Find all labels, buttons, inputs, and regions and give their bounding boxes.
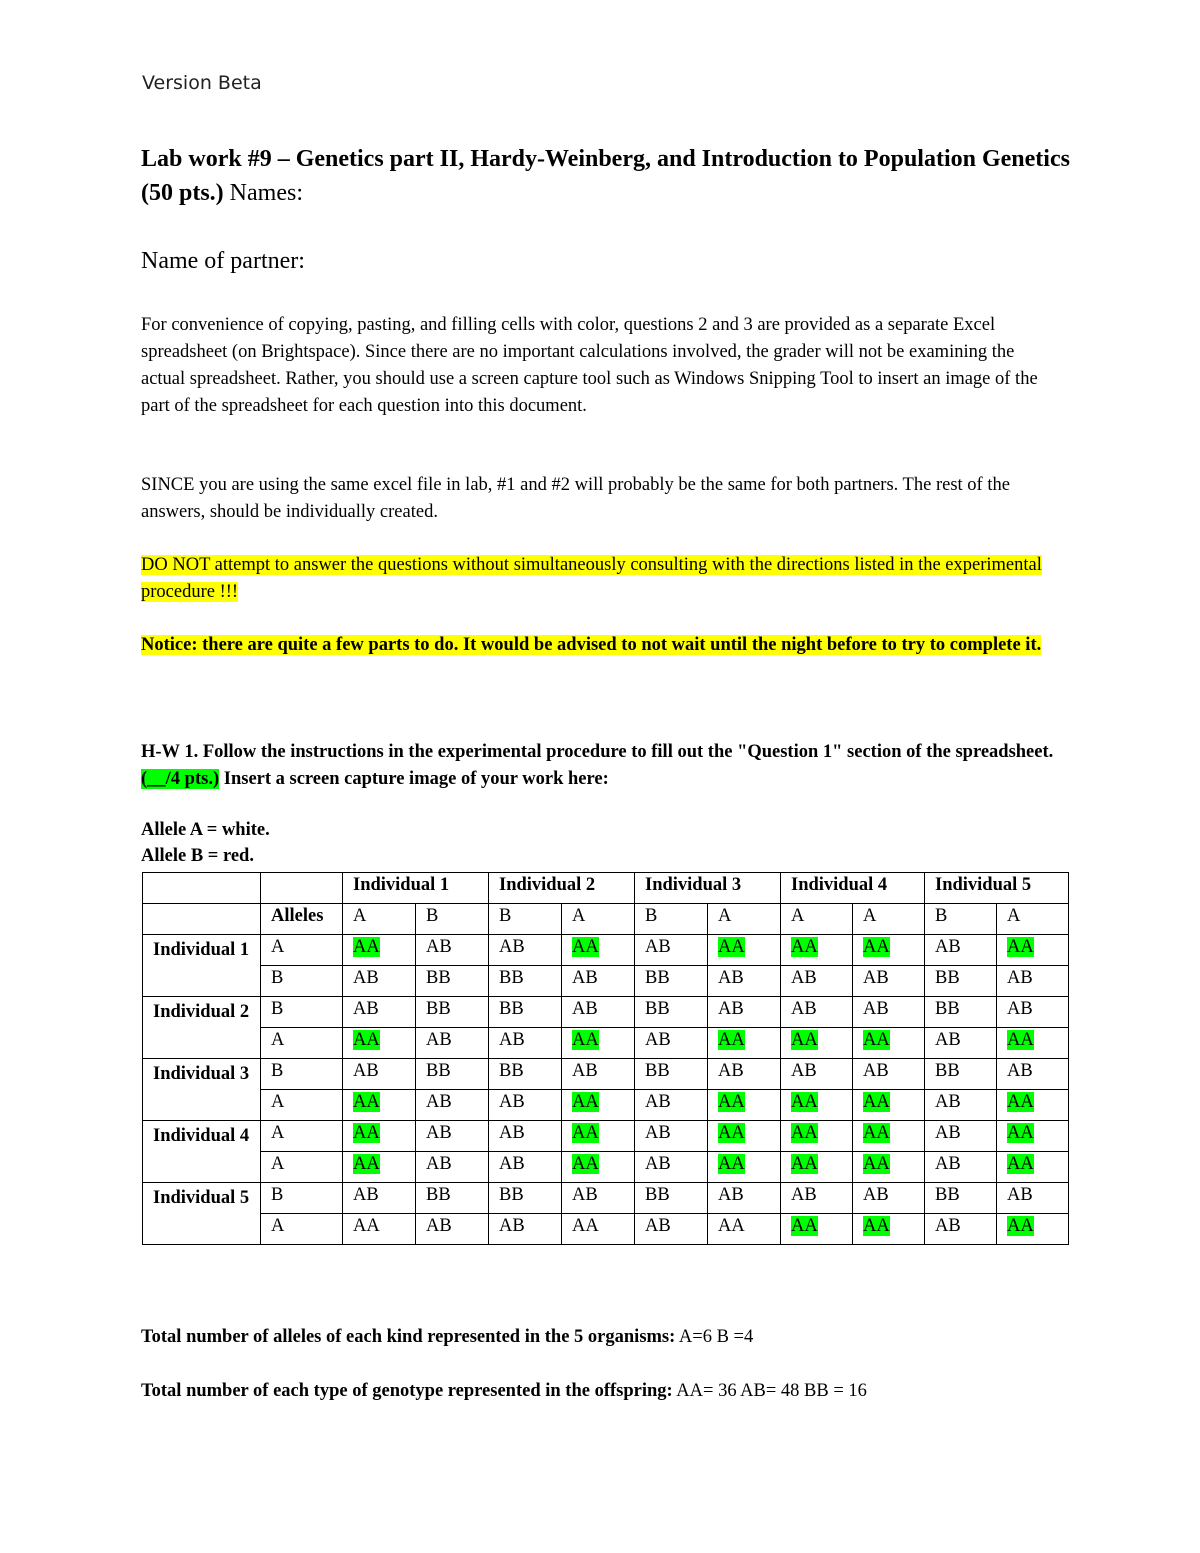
genotype-value: AA <box>791 1154 818 1174</box>
genotype-cell <box>853 1059 925 1090</box>
question-tail: Insert a screen capture image of your work here: <box>219 769 609 789</box>
genotype-value: AA <box>572 1123 599 1143</box>
genotype-value: AB <box>1007 968 1033 988</box>
genotype-value: BB <box>645 999 670 1019</box>
genotype-cell <box>781 966 853 997</box>
genotype-cell <box>997 1183 1069 1214</box>
total-genotypes <box>141 1381 867 1402</box>
genotype-cell <box>489 1183 562 1214</box>
col-allele: A <box>708 904 781 935</box>
genotype-value: BB <box>935 1061 960 1081</box>
genotype-cell <box>781 1183 853 1214</box>
genotype-value: AA <box>572 1092 599 1112</box>
genotype-value: AA <box>1007 1216 1034 1236</box>
genotype-value: AA <box>1007 937 1034 957</box>
genotype-cell <box>343 1183 416 1214</box>
total-alleles-value: A=6 B =4 <box>675 1327 754 1347</box>
genotype-value: BB <box>426 968 451 988</box>
genotype-value: AA <box>718 1154 745 1174</box>
genotype-cell <box>416 997 489 1028</box>
genotype-cell <box>416 1090 489 1121</box>
genotype-cell <box>416 1214 489 1245</box>
genotype-cell <box>343 1028 416 1059</box>
genotype-cell <box>781 997 853 1028</box>
genotype-cell <box>853 1152 925 1183</box>
genotype-cell <box>853 1121 925 1152</box>
genotype-value: AB <box>499 1216 525 1236</box>
genotype-value: AB <box>426 1123 452 1143</box>
genotype-value: AB <box>353 968 379 988</box>
genotype-cell <box>925 1090 997 1121</box>
genotype-value: AB <box>426 937 452 957</box>
genotype-value: AB <box>791 968 817 988</box>
genotype-cell <box>781 1028 853 1059</box>
genotype-value: AA <box>791 1123 818 1143</box>
question-points: (__/4 pts.) <box>141 769 220 789</box>
col-header-individual-3: Individual 3 <box>635 873 781 904</box>
question-lead: H-W 1. Follow the instructions in the experimental procedure to fill out the "Question 1" section of the spreadsheet. <box>141 742 1054 762</box>
genotype-cell <box>343 1152 416 1183</box>
genotype-value: AA <box>1007 1092 1034 1112</box>
genotype-value: AA <box>718 1216 745 1236</box>
genotype-value: AA <box>791 937 818 957</box>
genotype-value: AA <box>863 937 890 957</box>
row-allele: A <box>261 935 343 966</box>
table-row <box>143 1028 1069 1059</box>
genotype-value: BB <box>499 968 524 988</box>
genotype-cell <box>416 966 489 997</box>
genotype-cell <box>925 997 997 1028</box>
genotype-cell <box>416 1152 489 1183</box>
genotype-cell <box>635 997 708 1028</box>
table-header-row <box>143 873 1069 904</box>
genotype-cell <box>489 1028 562 1059</box>
genotype-value: AB <box>572 1185 598 1205</box>
genotype-cell <box>635 1152 708 1183</box>
genotype-value: AB <box>935 1216 961 1236</box>
genotype-value: AB <box>572 999 598 1019</box>
genotype-cell <box>997 1214 1069 1245</box>
genotype-value: AB <box>499 1154 525 1174</box>
genotype-cell <box>635 1183 708 1214</box>
genotype-value: BB <box>426 999 451 1019</box>
genotype-cell <box>925 966 997 997</box>
genotype-value: AA <box>572 1030 599 1050</box>
genotype-value: AB <box>718 1185 744 1205</box>
genotype-value: AB <box>718 999 744 1019</box>
genotype-value: AA <box>791 1216 818 1236</box>
genotype-value: AB <box>426 1030 452 1050</box>
genotype-cell <box>708 1183 781 1214</box>
genotype-value: AA <box>791 1092 818 1112</box>
paragraph-convenience: For convenience of copying, pasting, and filling cells with color, questions 2 and 3 are provided as a separate Excel spreadsheet (on Brightspace). Since there are no important calculations involved, the grader will not be examining the actual spreadsheet. Rather, you should use a screen capture tool such as Windows Snipping Tool to insert an image of the part of the spreadsheet for each question into this document. <box>141 315 1038 416</box>
genotype-cell <box>781 1090 853 1121</box>
genotype-cell <box>416 1121 489 1152</box>
genotype-cell <box>635 935 708 966</box>
genotype-cell <box>708 1059 781 1090</box>
genotype-value: AA <box>863 1030 890 1050</box>
genotype-cell <box>853 1214 925 1245</box>
paragraph-warning <box>141 552 1061 606</box>
genotype-value: AB <box>1007 1185 1033 1205</box>
genotype-cell <box>489 1152 562 1183</box>
genotype-value: AB <box>353 999 379 1019</box>
genotype-value: AA <box>718 1123 745 1143</box>
genotype-cell <box>343 1090 416 1121</box>
genotype-cell <box>635 966 708 997</box>
genotype-value: AB <box>1007 999 1033 1019</box>
genotype-cell <box>343 997 416 1028</box>
table-row <box>143 997 1069 1028</box>
genotype-cell <box>489 1090 562 1121</box>
genotype-cell <box>997 1152 1069 1183</box>
genotype-value: AA <box>791 1030 818 1050</box>
genotype-cell <box>562 997 635 1028</box>
col-header-individual-4: Individual 4 <box>781 873 925 904</box>
genotype-cell <box>489 1121 562 1152</box>
notice-text: Notice: there are quite a few parts to do. It would be advised to not wait until the night before to try to complete it. <box>141 635 1042 655</box>
genotype-value: BB <box>935 1185 960 1205</box>
genotype-value: AA <box>1007 1030 1034 1050</box>
genotype-value: AB <box>718 968 744 988</box>
genotype-value: BB <box>935 968 960 988</box>
genotype-value: AA <box>353 1092 380 1112</box>
table-row <box>143 1183 1069 1214</box>
total-alleles-label: Total number of alleles of each kind represented in the 5 organisms: <box>141 1327 676 1347</box>
genotype-cell <box>708 997 781 1028</box>
genotype-value: AB <box>935 1123 961 1143</box>
row-allele: B <box>261 1183 343 1214</box>
genotype-value: BB <box>499 1061 524 1081</box>
punnett-table <box>142 872 1069 1245</box>
row-allele: B <box>261 997 343 1028</box>
genotype-cell <box>635 1090 708 1121</box>
row-header-individual: Individual 4 <box>143 1121 261 1183</box>
genotype-value: AA <box>353 1154 380 1174</box>
genotype-value: AB <box>572 1061 598 1081</box>
genotype-cell <box>562 1121 635 1152</box>
genotype-value: AB <box>645 937 671 957</box>
genotype-cell <box>781 1121 853 1152</box>
table-row <box>143 1059 1069 1090</box>
genotype-value: BB <box>426 1185 451 1205</box>
genotype-value: AB <box>791 1061 817 1081</box>
genotype-cell <box>853 966 925 997</box>
corner-cell <box>143 904 261 935</box>
corner-cell <box>261 873 343 904</box>
genotype-value: BB <box>645 1061 670 1081</box>
genotype-cell <box>708 1214 781 1245</box>
col-header-individual-1: Individual 1 <box>343 873 489 904</box>
genotype-cell <box>997 1028 1069 1059</box>
genotype-value: AA <box>863 1216 890 1236</box>
table-row <box>143 1090 1069 1121</box>
genotype-value: AA <box>353 1123 380 1143</box>
genotype-value: AA <box>353 937 380 957</box>
col-allele: B <box>925 904 997 935</box>
genotype-cell <box>343 1059 416 1090</box>
col-allele: B <box>489 904 562 935</box>
warning-text: DO NOT attempt to answer the questions without simultaneously consulting with the directions listed in the experimental procedure !!! <box>141 555 1042 602</box>
genotype-value: AB <box>1007 1061 1033 1081</box>
genotype-cell <box>925 935 997 966</box>
genotype-cell <box>489 935 562 966</box>
genotype-value: AB <box>645 1030 671 1050</box>
col-allele: A <box>781 904 853 935</box>
genotype-value: AA <box>572 937 599 957</box>
genotype-cell <box>925 1028 997 1059</box>
genotype-cell <box>562 966 635 997</box>
genotype-value: AB <box>499 937 525 957</box>
genotype-cell <box>853 1028 925 1059</box>
genotype-cell <box>562 935 635 966</box>
genotype-cell <box>853 1183 925 1214</box>
genotype-cell <box>562 1214 635 1245</box>
genotype-cell <box>343 966 416 997</box>
col-allele: A <box>997 904 1069 935</box>
genotype-cell <box>708 1090 781 1121</box>
row-allele: A <box>261 1152 343 1183</box>
row-allele: A <box>261 1090 343 1121</box>
genotype-cell <box>853 1090 925 1121</box>
genotype-cell <box>781 1059 853 1090</box>
row-allele: A <box>261 1121 343 1152</box>
genotype-value: BB <box>499 1185 524 1205</box>
row-header-individual: Individual 3 <box>143 1059 261 1121</box>
genotype-cell <box>562 1090 635 1121</box>
genotype-cell <box>416 1059 489 1090</box>
alleles-header-row <box>143 904 1069 935</box>
genotype-value: AB <box>426 1154 452 1174</box>
genotype-cell <box>853 997 925 1028</box>
total-genotypes-value: AA= 36 AB= 48 BB = 16 <box>672 1381 867 1401</box>
genotype-cell <box>997 1121 1069 1152</box>
col-allele: B <box>416 904 489 935</box>
genotype-value: AA <box>572 1216 599 1236</box>
row-allele: A <box>261 1028 343 1059</box>
genotype-cell <box>997 966 1069 997</box>
genotype-value: AA <box>863 1092 890 1112</box>
row-allele: B <box>261 966 343 997</box>
col-allele: A <box>343 904 416 935</box>
genotype-value: AB <box>935 1030 961 1050</box>
genotype-value: AB <box>791 1185 817 1205</box>
genotype-cell <box>853 935 925 966</box>
genotype-cell <box>489 966 562 997</box>
genotype-value: AB <box>645 1092 671 1112</box>
genotype-cell <box>562 1183 635 1214</box>
genotype-cell <box>997 1059 1069 1090</box>
genotype-value: AA <box>353 1030 380 1050</box>
total-genotypes-label: Total number of each type of genotype represented in the offspring: <box>141 1381 673 1401</box>
genotype-cell <box>781 1214 853 1245</box>
table-row <box>143 966 1069 997</box>
table-row <box>143 935 1069 966</box>
genotype-value: AB <box>645 1154 671 1174</box>
table-row <box>143 1152 1069 1183</box>
genotype-value: AB <box>935 1092 961 1112</box>
genotype-value: AB <box>499 1123 525 1143</box>
col-allele: A <box>853 904 925 935</box>
genotype-value: AB <box>353 1061 379 1081</box>
genotype-cell <box>343 1214 416 1245</box>
corner-cell <box>143 873 261 904</box>
punnett-table-body <box>143 873 1069 1245</box>
genotype-cell <box>635 1028 708 1059</box>
genotype-value: AA <box>863 1123 890 1143</box>
genotype-cell <box>708 1028 781 1059</box>
genotype-cell <box>416 1183 489 1214</box>
genotype-value: AA <box>718 1092 745 1112</box>
genotype-cell <box>562 1059 635 1090</box>
genotype-cell <box>925 1183 997 1214</box>
genotype-cell <box>416 1028 489 1059</box>
title-bold: Lab work #9 – Genetics part II, Hardy-Weinberg, and Introduction to Population Genetics (50 pts.) <box>141 146 1070 206</box>
genotype-value: AB <box>645 1216 671 1236</box>
col-allele: B <box>635 904 708 935</box>
genotype-value: AB <box>426 1216 452 1236</box>
genotype-cell <box>635 1214 708 1245</box>
genotype-value: AB <box>572 968 598 988</box>
genotype-cell <box>489 1059 562 1090</box>
table-row <box>143 1214 1069 1245</box>
alleles-label: Alleles <box>261 904 343 935</box>
genotype-value: BB <box>499 999 524 1019</box>
genotype-cell <box>925 1152 997 1183</box>
genotype-value: BB <box>426 1061 451 1081</box>
row-allele: A <box>261 1214 343 1245</box>
row-header-individual: Individual 2 <box>143 997 261 1059</box>
genotype-value: BB <box>935 999 960 1019</box>
genotype-value: AB <box>863 968 889 988</box>
genotype-cell <box>781 1152 853 1183</box>
genotype-value: AB <box>499 1092 525 1112</box>
col-allele: A <box>562 904 635 935</box>
genotype-value: AA <box>718 937 745 957</box>
genotype-cell <box>708 966 781 997</box>
row-header-individual: Individual 5 <box>143 1183 261 1245</box>
row-header-individual: Individual 1 <box>143 935 261 997</box>
genotype-cell <box>635 1121 708 1152</box>
total-alleles <box>141 1327 753 1348</box>
genotype-value: AA <box>863 1154 890 1174</box>
page-header: Version Beta <box>142 72 262 94</box>
allele-b-definition: Allele B = red. <box>141 846 254 866</box>
page-title <box>141 142 1101 210</box>
paragraph-notice <box>141 632 1061 659</box>
genotype-cell <box>997 997 1069 1028</box>
title-names: Names: <box>223 180 303 206</box>
genotype-cell <box>708 1152 781 1183</box>
genotype-value: AB <box>426 1092 452 1112</box>
genotype-cell <box>343 1121 416 1152</box>
genotype-value: BB <box>645 1185 670 1205</box>
genotype-value: AB <box>499 1030 525 1050</box>
col-header-individual-2: Individual 2 <box>489 873 635 904</box>
genotype-cell <box>635 1059 708 1090</box>
genotype-cell <box>997 1090 1069 1121</box>
genotype-cell <box>416 935 489 966</box>
genotype-value: AA <box>1007 1154 1034 1174</box>
genotype-value: AA <box>353 1216 380 1236</box>
genotype-value: AB <box>863 1185 889 1205</box>
genotype-value: BB <box>645 968 670 988</box>
genotype-value: AB <box>645 1123 671 1143</box>
genotype-cell <box>925 1059 997 1090</box>
genotype-value: AB <box>935 1154 961 1174</box>
genotype-value: AB <box>718 1061 744 1081</box>
genotype-value: AA <box>1007 1123 1034 1143</box>
genotype-value: AB <box>935 937 961 957</box>
genotype-value: AA <box>572 1154 599 1174</box>
col-header-individual-5: Individual 5 <box>925 873 1069 904</box>
genotype-cell <box>925 1214 997 1245</box>
genotype-value: AB <box>863 999 889 1019</box>
genotype-cell <box>489 1214 562 1245</box>
genotype-value: AB <box>353 1185 379 1205</box>
genotype-value: AA <box>718 1030 745 1050</box>
genotype-cell <box>343 935 416 966</box>
genotype-cell <box>925 1121 997 1152</box>
paragraph-partners: SINCE you are using the same excel file in lab, #1 and #2 will probably be the same for both partners. The rest of the answers, should be individually created. <box>141 475 1010 522</box>
genotype-value: AB <box>863 1061 889 1081</box>
row-allele: B <box>261 1059 343 1090</box>
genotype-cell <box>997 935 1069 966</box>
genotype-value: AB <box>791 999 817 1019</box>
partner-label: Name of partner: <box>141 248 305 274</box>
allele-a-definition: Allele A = white. <box>141 820 270 840</box>
table-row <box>143 1121 1069 1152</box>
genotype-cell <box>708 1121 781 1152</box>
genotype-cell <box>562 1028 635 1059</box>
genotype-cell <box>708 935 781 966</box>
question-1 <box>141 739 1061 793</box>
genotype-cell <box>781 935 853 966</box>
genotype-cell <box>562 1152 635 1183</box>
genotype-cell <box>489 997 562 1028</box>
